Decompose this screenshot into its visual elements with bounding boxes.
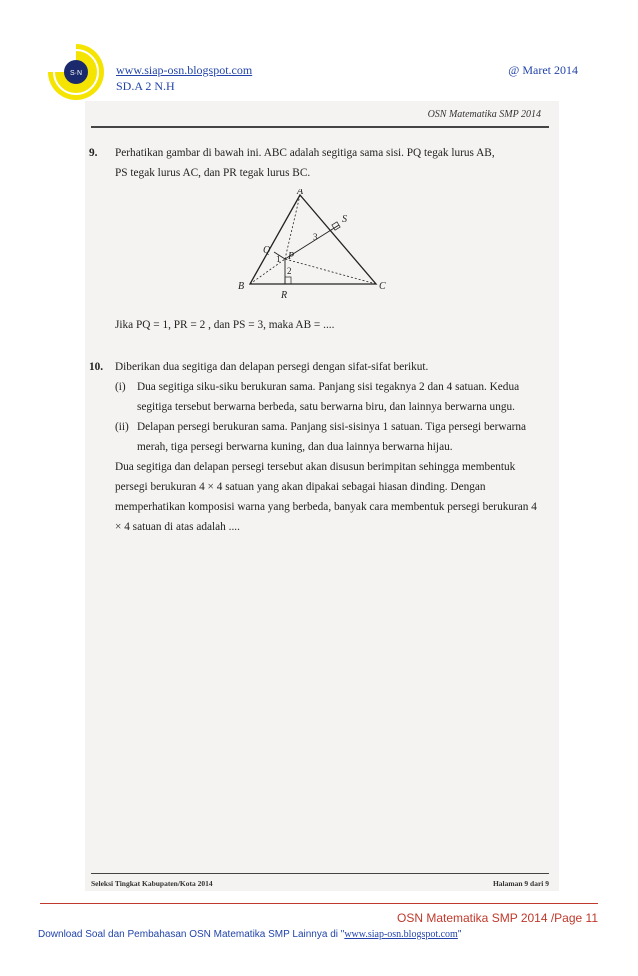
item-2-text: Delapan persegi berukuran sama. Panjang sisi-sisinya 1 satuan. Tiga persegi berwarna merah, tiga persegi berwarna kuning, dan dua lainnya berwarna hijau. [137,421,527,453]
logo-text: S·N [69,70,83,77]
figure-label-p: P [288,251,295,262]
download-prefix: Download Soal dan Pembahasan OSN Matematika SMP Lainnya di " [38,929,345,940]
question-10 [89,357,544,537]
page-footer-rule [40,903,598,904]
download-link[interactable]: www.siap-osn.blogspot.com [344,929,458,940]
scanned-exam-page [85,101,559,891]
site-logo [44,40,108,104]
figure-label-r: R [281,290,288,301]
question-9-number: 9. [89,147,98,159]
figure-label-d3: 3 [313,232,318,242]
question-10-intro: Diberikan dua segitiga dan delapan persegi dengan sifat-sifat berikut. [115,361,429,373]
scan-header-rule [91,126,549,128]
figure-label-d1: 1 [276,254,281,264]
header-author: SD.A 2 N.H [116,79,175,93]
question-10-paragraph: Dua segitiga dan delapan persegi tersebut akan disusun berimpitan sehingga membentuk persegi berukuran 4 × 4 satuan yang akan dipakai sebagai hiasan dinding. Dengan memperhatikan komposisi warna yang berbeda, banyak cara membentuk persegi berukuran 4 × 4 satuan di atas adalah .... [115,461,537,533]
question-10-item-2 [115,417,544,457]
page-footer-label: OSN Matematika SMP 2014 /Page 11 [397,911,598,925]
item-2-marker: (ii) [115,421,129,433]
scan-page-title: OSN Matematika SMP 2014 [427,109,541,120]
question-9 [89,143,544,183]
figure-label-q: Q [263,245,271,256]
header-date: @ Maret 2014 [508,63,578,77]
figure-label-d2: 2 [287,266,292,276]
figure-label-a: A [297,189,304,197]
scan-footer-left: Seleksi Tingkat Kabupaten/Kota 2014 [91,879,213,888]
figure-label-c: C [379,281,386,292]
download-line [38,929,461,940]
question-9-line1: Perhatikan gambar di bawah ini. ABC adalah segitiga sama sisi. PQ tegak lurus AB, [115,147,495,159]
question-10-item-1 [115,377,544,417]
triangle-figure [236,189,396,307]
question-10-number: 10. [89,361,104,373]
question-9-text: Jika PQ = 1, PR = 2 , dan PS = 3, maka AB = .... [115,319,335,331]
item-1-text: Dua segitiga siku-siku berukuran sama. Panjang sisi tegaknya 2 dan 4 satuan. Kedua segitiga tersebut berwarna berbeda, satu berwarna biru, dan lainnya berwarna ungu. [137,381,520,413]
item-1-marker: (i) [115,381,126,393]
question-9-prompt [89,315,544,335]
header-site-link[interactable]: www.siap-osn.blogspot.com [116,63,253,77]
scan-footer-rule [91,873,549,874]
download-suffix: " [457,929,462,940]
question-9-line2: PS tegak lurus AC, dan PR tegak lurus BC. [115,167,311,179]
figure-label-b: B [238,281,245,292]
scan-footer-right: Halaman 9 dari 9 [492,879,549,888]
figure-label-s: S [342,214,347,225]
